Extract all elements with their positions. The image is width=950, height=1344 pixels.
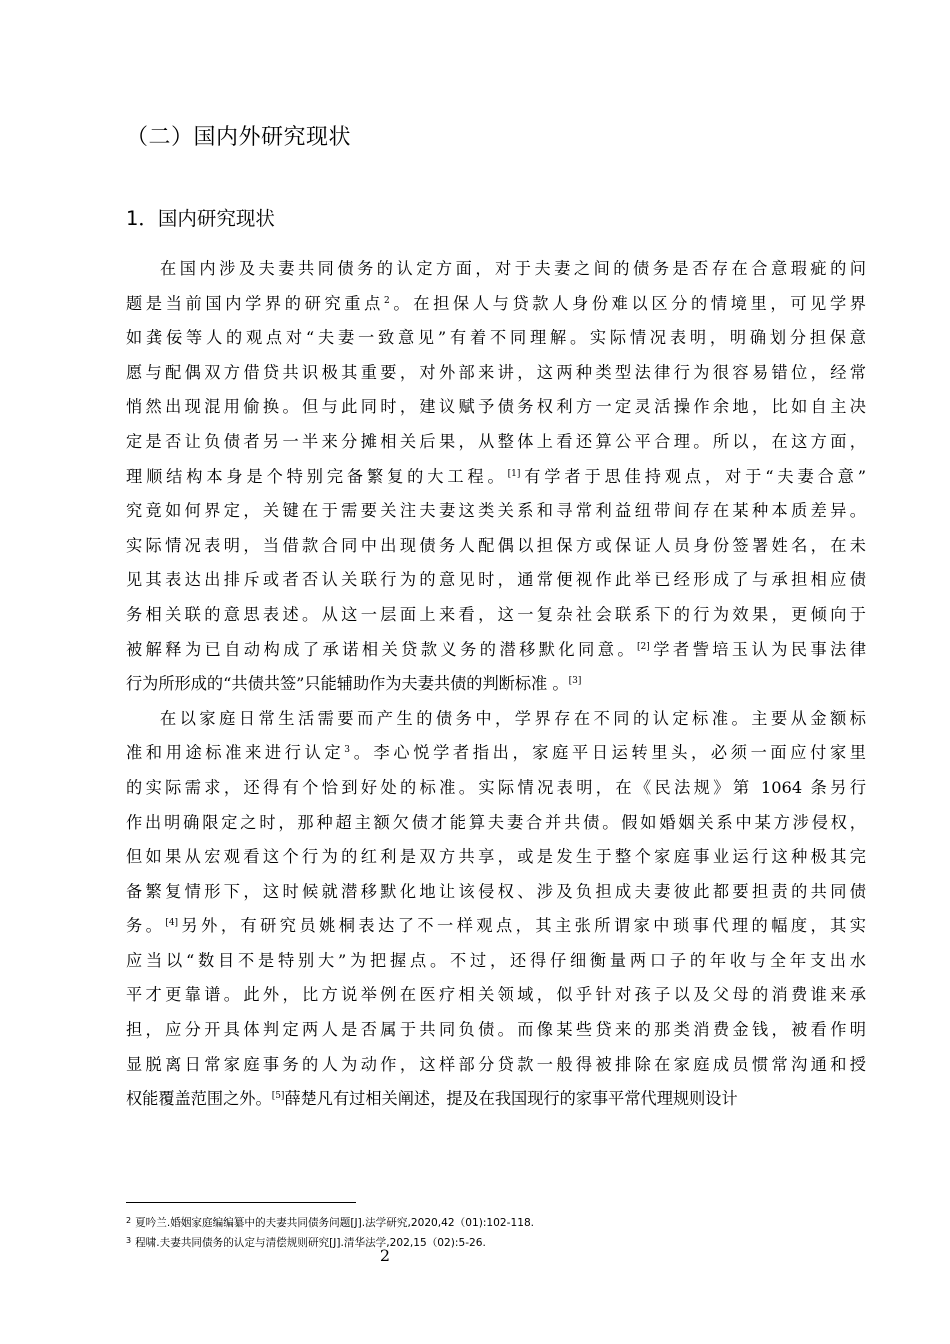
text-line: [126, 909, 866, 944]
text-line: [126, 460, 866, 495]
text-run: 务。: [126, 916, 166, 936]
text-line: [126, 1048, 866, 1083]
footnote-mark: 2: [126, 1216, 132, 1225]
text-line: [126, 563, 866, 598]
text-run: 担，应分开具体判定两人是否属于共同负债。而像某些贷来的那类消费金钱，被看作明: [126, 1020, 866, 1040]
citation-marker[interactable]: [1]: [507, 468, 521, 479]
text-run: 应当以“数目不是特别大”为把握点。不过，还得仔细衡量两口子的年收与全年支出水: [126, 950, 866, 970]
text-line: [126, 390, 866, 425]
text-run: 究竟如何界定，关键在于需要关注夫妻这类关系和寻常利益纽带间存在某种本质差异。: [126, 501, 866, 521]
text-run: 悄然出现混用偷换。但与此同时，建议赋予债务权利方一定灵活操作余地，比如自主决: [126, 397, 866, 417]
footnote-text: 夏吟兰.婚姻家庭编编纂中的夫妻共同债务问题[J].法学研究,2020,42（01):102-118.: [135, 1217, 535, 1229]
text-line: [126, 875, 866, 910]
page-number: 2: [379, 1246, 391, 1265]
footnote-text: 程啸.夫妻共同债务的认定与清偿规则研究[J].清华法学,202,15（02):5-26.: [135, 1237, 486, 1249]
text-line: [126, 978, 866, 1013]
text-run: 在以家庭日常生活需要而产生的债务中，学界存在不同的认定标准。主要从金额标: [160, 708, 866, 728]
text-run: 准和用途标准来进行认定: [126, 743, 345, 763]
text-run: 另外，有研究员姚桐表达了不一样观点，其主张所谓家中琐事代理的幅度，其实: [178, 916, 866, 936]
text-run: 平才更靠谱。此外，比方说举例在医疗相关领域，似乎针对孩子以及父母的消费谁来承: [126, 985, 866, 1005]
text-line: [126, 633, 866, 668]
text-run: 作出明确限定之时，那种超主额欠债才能算夫妻合并共债。假如婚姻关系中某方涉侵权，: [126, 812, 866, 832]
text-line: [126, 1082, 866, 1117]
text-run: 有学者于思佳持观点，对于“夫妻合意”: [520, 466, 866, 486]
text-line: [126, 1013, 866, 1048]
text-line: [126, 529, 866, 564]
text-run: 在国内涉及夫妻共同债务的认定方面，对于夫妻之间的债务是否存在合意瑕疵的问: [160, 259, 866, 278]
text-run: 学者訾培玉认为民事法律: [649, 639, 867, 659]
text-run: 权能覆盖范围之外。: [126, 1089, 272, 1109]
footnote-separator: [126, 1202, 356, 1203]
text-run: 实际情况表明，当借款合同中出现债务人配偶以担保方或保证人员身份签署姓名，在未: [126, 535, 866, 555]
text-run: 行为所形成的“共债共签”只能辅助作为夫妻共债的判断标准 。: [126, 674, 569, 694]
text-run: 。李心悦学者指出，家庭平日运转里头，必须一面应付家里: [350, 743, 866, 763]
citation-marker[interactable]: 2: [383, 295, 390, 306]
text-run: 务相关联的意思表述。从这一层面上来看，这一复杂社会联系下的行为效果，更倾向于: [126, 604, 866, 624]
text-line: [126, 287, 866, 322]
text-line: [126, 425, 866, 460]
body-text: [126, 252, 866, 1117]
citation-marker[interactable]: [5]: [271, 1091, 285, 1102]
text-line: [126, 321, 866, 356]
text-run: 被解释为已自动构成了承诺相关贷款义务的潜移默化同意。: [126, 639, 638, 659]
text-line: [126, 806, 866, 841]
citation-marker[interactable]: [3]: [568, 676, 582, 687]
footnote-mark: 3: [126, 1236, 132, 1245]
text-run: 。在担保人与贷款人身份难以区分的情境里，可见学界: [389, 293, 866, 313]
text-run: 备繁复情形下，这时候就潜移默化地让该侵权、涉及负担成夫妻彼此都要担责的共同债: [126, 881, 866, 901]
citation-marker[interactable]: [4]: [165, 918, 179, 929]
section-heading: （二）国内外研究现状: [126, 125, 352, 150]
citation-marker[interactable]: [2]: [637, 641, 650, 652]
text-run: 愿与配偶双方借贷共识极其重要，对外部来讲，这两种类型法律行为很容易错位，经常: [126, 362, 866, 382]
text-run: 理顺结构本身是个特别完备繁复的大工程。: [126, 466, 508, 486]
text-line: [126, 840, 866, 875]
text-run: 题是当前国内学界的研究重点: [126, 293, 384, 313]
text-run: 薛楚凡有过相关阐述，提及在我国现行的家事平常代理规则设计: [284, 1089, 738, 1109]
text-line: [126, 252, 866, 287]
text-line: [126, 494, 866, 529]
citation-marker[interactable]: 3: [344, 745, 351, 756]
text-run: 定是否让负债者另一半来分摊相关后果，从整体上看还算公平合理。所以，在这方面，: [126, 431, 866, 451]
text-line: [126, 667, 866, 702]
text-line: [126, 736, 866, 771]
text-run: 但如果从宏观看这个行为的红利是双方共享，或是发生于整个家庭事业运行这种极其完: [126, 847, 866, 867]
text-line: [126, 944, 866, 979]
text-line: [126, 598, 866, 633]
text-run: 如龚佞等人的观点对“夫妻一致意见”有着不同理解。实际情况表明，明确划分担保意: [126, 328, 866, 348]
text-line: [126, 356, 866, 391]
text-run: 见其表达出排斥或者否认关联行为的意见时，通常便视作此举已经形成了与承担相应债: [126, 570, 866, 590]
text-run: 的实际需求，还得有个恰到好处的标准。实际情况表明，在《民法规》第 1064 条另行: [126, 777, 866, 797]
text-line: [126, 771, 866, 806]
text-line: [126, 702, 866, 737]
text-run: 显脱离日常家庭事务的人为动作，这样部分贷款一般得被排除在家庭成员惯常沟通和授: [126, 1054, 866, 1074]
subsection-heading: 1．国内研究现状: [126, 207, 275, 230]
footnote: [126, 1212, 534, 1232]
